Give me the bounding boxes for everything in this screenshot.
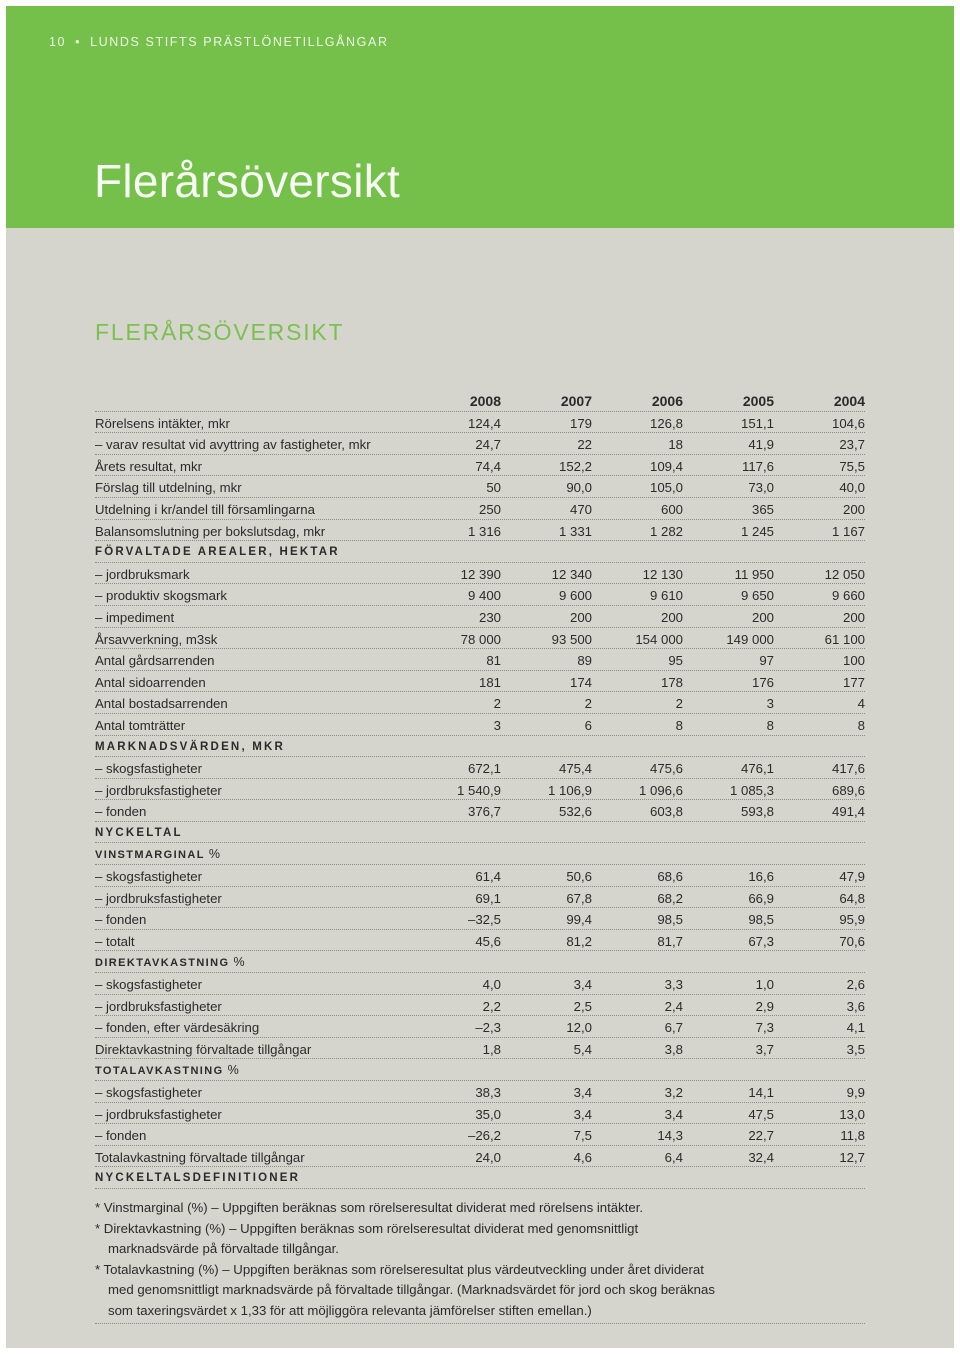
table-cell: 1,8 — [482, 1041, 501, 1057]
table-cell: 7,3 — [755, 1020, 774, 1036]
header-banner — [6, 6, 954, 228]
table-row — [95, 1081, 865, 1103]
table-row — [95, 1038, 865, 1060]
table-cell: 24,7 — [475, 437, 501, 453]
table-cell: 200 — [842, 501, 865, 517]
table-cell: 12 390 — [460, 566, 501, 582]
table-cell: 2,4 — [664, 998, 683, 1014]
section-heading-row — [95, 736, 865, 758]
table-cell: 95 — [668, 653, 683, 669]
table-cell: 1 167 — [831, 523, 865, 539]
header-separator: • — [75, 35, 82, 49]
note-text-continued: marknadsvärde på förvaltade tillgångar. — [108, 1241, 339, 1257]
table-cell: 2,9 — [755, 998, 774, 1014]
table-cell: 152,2 — [558, 458, 592, 474]
note-text-continued: med genomsnittligt marknadsvärde på förvaltade tillgångar. (Marknadsvärdet för jord och skog beräknas — [108, 1282, 715, 1298]
running-title: LUNDS STIFTS PRÄSTLÖNETILLGÅNGAR — [90, 35, 389, 49]
table-cell: 81 — [486, 653, 501, 669]
table-cell: 100 — [842, 653, 865, 669]
section-heading-row — [95, 1167, 865, 1189]
table-cell: 12 130 — [642, 566, 683, 582]
table-cell: 672,1 — [467, 761, 501, 777]
table-row — [95, 800, 865, 822]
table-cell: 38,3 — [475, 1085, 501, 1100]
table-cell: 124,4 — [467, 415, 501, 431]
table-cell: 14,1 — [748, 1085, 774, 1100]
table-cell: 98,5 — [748, 912, 774, 928]
table-cell: 67,3 — [748, 933, 774, 949]
table-cell: 45,6 — [475, 933, 501, 949]
table-cell: 16,6 — [748, 869, 774, 885]
table-cell: 13,0 — [839, 1106, 865, 1122]
table-cell: 365 — [751, 501, 774, 517]
note-text-continued: som taxeringsvärdet x 1,33 för att möjliggöra relevanta jämförelser stiften emellan.) — [108, 1302, 592, 1318]
table-cell: 22,7 — [748, 1128, 774, 1144]
table-cell: 11,8 — [840, 1128, 865, 1144]
row-label: – skogsfastigheter — [95, 1085, 203, 1100]
table-cell: 177 — [842, 674, 865, 690]
table-cell: 104,6 — [831, 415, 865, 431]
table-cell: 69,1 — [475, 890, 501, 906]
table-cell: 176 — [751, 674, 774, 690]
row-label: – jordbruksfastigheter — [95, 1106, 222, 1122]
table-row — [95, 455, 865, 477]
subsection-label: VINSTMARGINAL — [95, 849, 205, 862]
table-cell: 126,8 — [649, 415, 683, 431]
table-cell: 178 — [660, 674, 683, 690]
table-row — [95, 628, 865, 650]
table-row — [95, 1016, 865, 1038]
table-cell: 1 316 — [467, 523, 501, 539]
table-cell: 50 — [486, 480, 501, 496]
row-label: Antal bostadsarrenden — [95, 696, 228, 712]
row-label: – jordbruksfastigheter — [95, 998, 222, 1014]
table-row — [95, 606, 865, 628]
table-cell: 2,2 — [482, 998, 501, 1014]
table-cell: 14,3 — [657, 1128, 683, 1144]
table-cell: 97 — [759, 653, 774, 669]
subsection-heading — [95, 844, 220, 866]
table-row — [95, 520, 865, 542]
table-cell: 3,4 — [573, 977, 592, 993]
row-label: Årsavverkning, m3sk — [95, 631, 218, 647]
table-cell: 8 — [857, 717, 865, 733]
table-cell: 1 540,9 — [457, 782, 501, 798]
table-cell: –32,5 — [467, 912, 501, 928]
table-cell: 41,9 — [748, 437, 774, 453]
table-cell: 8 — [675, 717, 683, 733]
table-cell: 117,6 — [741, 458, 774, 474]
table-cell: 3,4 — [573, 1106, 592, 1122]
table-cell: 93 500 — [551, 631, 592, 647]
overview-table — [95, 390, 865, 1189]
row-label: Direktavkastning förvaltade tillgångar — [95, 1041, 312, 1057]
year-header: 2007 — [560, 393, 592, 409]
table-cell: 9 400 — [467, 588, 501, 604]
table-cell: 491,4 — [831, 804, 865, 820]
table-cell: 1 282 — [649, 523, 683, 539]
table-cell: 1 245 — [740, 523, 774, 539]
table-cell: 1,0 — [755, 977, 774, 993]
table-cell: 3,4 — [664, 1106, 683, 1122]
table-cell: 603,8 — [649, 804, 683, 820]
table-row — [95, 476, 865, 498]
year-header: 2006 — [651, 393, 683, 409]
row-label: Årets resultat, mkr — [95, 458, 202, 474]
table-cell: 3,7 — [755, 1041, 774, 1057]
note-text: * Direktavkastning (%) – Uppgiften beräknas som rörelseresultat dividerat med genomsnittligt — [95, 1220, 639, 1236]
table-cell: 35,0 — [475, 1106, 501, 1122]
table-cell: 2 — [493, 696, 501, 712]
table-cell: 67,8 — [566, 890, 592, 906]
table-row — [95, 757, 865, 779]
definition-note — [95, 1198, 865, 1219]
table-cell: 81,7 — [657, 933, 683, 949]
table-cell: 78 000 — [460, 631, 501, 647]
table-cell: 22 — [577, 437, 592, 453]
table-cell: 200 — [842, 609, 865, 625]
table-cell: 4,1 — [846, 1020, 865, 1036]
section-heading: FÖRVALTADE AREALER, HEKTAR — [95, 546, 340, 559]
year-header: 2004 — [833, 393, 865, 409]
table-cell: 3,4 — [573, 1085, 592, 1100]
definition-note — [95, 1219, 865, 1260]
table-cell: –2,3 — [475, 1020, 501, 1036]
row-label: – produktiv skogsmark — [95, 588, 227, 604]
table-cell: 70,6 — [839, 933, 865, 949]
table-cell: 417,6 — [831, 761, 865, 777]
year-header: 2008 — [469, 393, 501, 409]
row-label: – totalt — [95, 933, 135, 949]
table-row — [95, 1124, 865, 1146]
table-cell: 3,6 — [846, 998, 865, 1014]
table-cell: 3,2 — [664, 1085, 683, 1100]
banner-title: Flerårsöversikt — [94, 155, 401, 207]
table-cell: 68,2 — [657, 890, 683, 906]
row-label: Balansomslutning per bokslutsdag, mkr — [95, 523, 326, 539]
note-text: * Vinstmarginal (%) – Uppgiften beräknas som rörelseresultat dividerat med rörelsens intäkter. — [95, 1200, 644, 1215]
table-cell: 250 — [478, 501, 501, 517]
table-cell: 6,4 — [664, 1149, 683, 1165]
table-cell: 66,9 — [748, 890, 774, 906]
table-cell: 179 — [569, 415, 592, 431]
row-label: – skogsfastigheter — [95, 977, 203, 993]
subsection-label: DIREKTAVKASTNING — [95, 957, 230, 970]
table-cell: 9,9 — [846, 1085, 865, 1100]
definitions-notes — [95, 1198, 865, 1324]
table-cell: 3 — [766, 696, 774, 712]
table-cell: 12,7 — [839, 1149, 865, 1165]
table-cell: 2 — [675, 696, 683, 712]
percent-unit: % — [208, 847, 220, 862]
table-cell: 532,6 — [558, 804, 592, 820]
percent-unit: % — [227, 1063, 239, 1078]
row-label: Antal gårdsarrenden — [95, 653, 215, 669]
section-heading: NYCKELTAL — [95, 826, 183, 839]
notes-divider — [95, 1322, 865, 1324]
table-cell: 7,5 — [573, 1128, 592, 1144]
table-cell: 109,4 — [649, 458, 683, 474]
table-cell: 230 — [478, 609, 501, 625]
table-cell: 5,4 — [573, 1041, 592, 1057]
percent-unit: % — [233, 955, 245, 970]
table-cell: 11 950 — [734, 566, 774, 582]
row-label: – varav resultat vid avyttring av fastigheter, mkr — [95, 437, 371, 453]
row-label: Antal sidoarrenden — [95, 674, 206, 690]
table-cell: 23,7 — [839, 437, 865, 453]
table-cell: 154 000 — [635, 631, 683, 647]
table-cell: 81,2 — [566, 933, 592, 949]
row-label: – fonden — [95, 912, 147, 928]
row-label: Antal tomträtter — [95, 717, 186, 733]
table-cell: 68,6 — [657, 869, 683, 885]
table-cell: 1 331 — [558, 523, 592, 539]
row-label: – skogsfastigheter — [95, 761, 203, 777]
table-row — [95, 887, 865, 909]
running-header — [49, 35, 389, 49]
table-cell: 75,5 — [839, 458, 865, 474]
table-cell: 600 — [660, 501, 683, 517]
table-cell: 40,0 — [839, 480, 865, 496]
table-row — [95, 412, 865, 434]
table-cell: 61 100 — [824, 631, 865, 647]
section-title: FLERÅRSÖVERSIKT — [95, 319, 345, 345]
table-cell: 12,0 — [566, 1020, 592, 1036]
table-row — [95, 865, 865, 887]
section-heading: MARKNADSVÄRDEN, MKR — [95, 740, 286, 753]
table-row — [95, 973, 865, 995]
subsection-heading — [95, 1060, 239, 1082]
table-cell: 476,1 — [740, 761, 774, 777]
table-cell: 475,4 — [558, 761, 592, 777]
row-label: – jordbruksfastigheter — [95, 782, 222, 798]
table-cell: 99,4 — [566, 912, 592, 928]
table-cell: 89 — [577, 653, 592, 669]
table-cell: 3 — [493, 717, 501, 733]
row-label: – skogsfastigheter — [95, 869, 203, 885]
table-row — [95, 779, 865, 801]
definition-note — [95, 1260, 865, 1322]
table-cell: 200 — [569, 609, 592, 625]
table-row — [95, 1103, 865, 1125]
table-cell: 2,6 — [846, 977, 865, 993]
table-cell: 200 — [751, 609, 774, 625]
table-cell: 47,5 — [748, 1106, 774, 1122]
row-label: Totalavkastning förvaltade tillgångar — [95, 1149, 305, 1165]
table-row — [95, 498, 865, 520]
table-cell: 1 106,9 — [548, 782, 592, 798]
table-cell: 4,6 — [573, 1149, 592, 1165]
table-cell: 376,7 — [467, 804, 501, 820]
table-cell: 3,5 — [846, 1041, 865, 1057]
table-cell: 6,7 — [664, 1020, 683, 1036]
table-cell: 9 600 — [558, 588, 592, 604]
table-cell: 64,8 — [839, 890, 865, 906]
table-cell: 8 — [766, 717, 774, 733]
subsection-heading-row — [95, 951, 865, 973]
table-row — [95, 1146, 865, 1168]
table-cell: 593,8 — [740, 804, 774, 820]
table-cell: 4 — [857, 696, 865, 712]
row-label: – impediment — [95, 609, 175, 625]
table-cell: 12 050 — [824, 566, 865, 582]
page — [6, 6, 954, 1348]
table-cell: 475,6 — [649, 761, 683, 777]
section-heading-row — [95, 541, 865, 563]
table-cell: 174 — [569, 674, 592, 690]
subsection-label: TOTALAVKASTNING — [95, 1065, 224, 1078]
table-cell: 689,6 — [831, 782, 865, 798]
table-cell: 1 096,6 — [639, 782, 683, 798]
table-cell: 9 660 — [831, 588, 865, 604]
row-label: – jordbruksmark — [95, 566, 190, 582]
table-cell: 18 — [668, 437, 683, 453]
table-cell: 151,1 — [740, 415, 774, 431]
table-cell: 470 — [569, 501, 592, 517]
table-cell: 74,4 — [475, 458, 501, 474]
row-label: – fonden — [95, 1128, 147, 1144]
table-cell: 24,0 — [475, 1149, 501, 1165]
table-cell: 149 000 — [726, 631, 774, 647]
page-number: 10 — [49, 35, 67, 49]
row-label: – fonden, efter värdesäkring — [95, 1020, 260, 1036]
table-cell: 95,9 — [839, 912, 865, 928]
table-row — [95, 433, 865, 455]
year-header: 2005 — [742, 393, 774, 409]
table-cell: 1 085,3 — [730, 782, 774, 798]
subsection-heading-row — [95, 1059, 865, 1081]
table-cell: 9 650 — [740, 588, 774, 604]
table-cell: –26,2 — [467, 1128, 501, 1144]
table-header-row — [95, 390, 865, 412]
table-cell: 3,8 — [664, 1041, 683, 1057]
subsection-heading — [95, 952, 245, 974]
table-row — [95, 908, 865, 930]
row-label: Rörelsens intäkter, mkr — [95, 415, 230, 431]
table-cell: 200 — [660, 609, 683, 625]
section-heading-row — [95, 822, 865, 844]
table-row — [95, 649, 865, 671]
table-cell: 2 — [584, 696, 592, 712]
table-cell: 90,0 — [566, 480, 592, 496]
table-cell: 32,4 — [748, 1149, 774, 1165]
row-label: Förslag till utdelning, mkr — [95, 480, 242, 496]
table-cell: 47,9 — [839, 869, 865, 885]
table-row — [95, 714, 865, 736]
table-cell: 61,4 — [475, 869, 501, 885]
table-row — [95, 671, 865, 693]
table-cell: 3,3 — [664, 977, 683, 993]
row-label: – fonden — [95, 804, 147, 820]
table-row — [95, 584, 865, 606]
table-row — [95, 563, 865, 585]
table-cell: 12 340 — [551, 566, 592, 582]
subsection-heading-row — [95, 843, 865, 865]
table-cell: 98,5 — [657, 912, 683, 928]
table-cell: 181 — [478, 674, 501, 690]
table-cell: 9 610 — [649, 588, 683, 604]
row-label: Utdelning i kr/andel till församlingarna — [95, 501, 315, 517]
table-cell: 2,5 — [573, 998, 592, 1014]
table-cell: 6 — [584, 717, 592, 733]
table-cell: 4,0 — [482, 977, 501, 993]
table-row — [95, 930, 865, 952]
row-label: – jordbruksfastigheter — [95, 890, 222, 906]
table-cell: 73,0 — [748, 480, 774, 496]
table-row — [95, 995, 865, 1017]
note-text: * Totalavkastning (%) – Uppgiften beräknas som rörelseresultat plus värdeutveckling under året dividerat — [95, 1261, 704, 1277]
table-cell: 50,6 — [566, 869, 592, 885]
table-row — [95, 692, 865, 714]
table-cell: 105,0 — [649, 480, 683, 496]
section-heading: NYCKELTALSDEFINITIONER — [95, 1172, 301, 1185]
